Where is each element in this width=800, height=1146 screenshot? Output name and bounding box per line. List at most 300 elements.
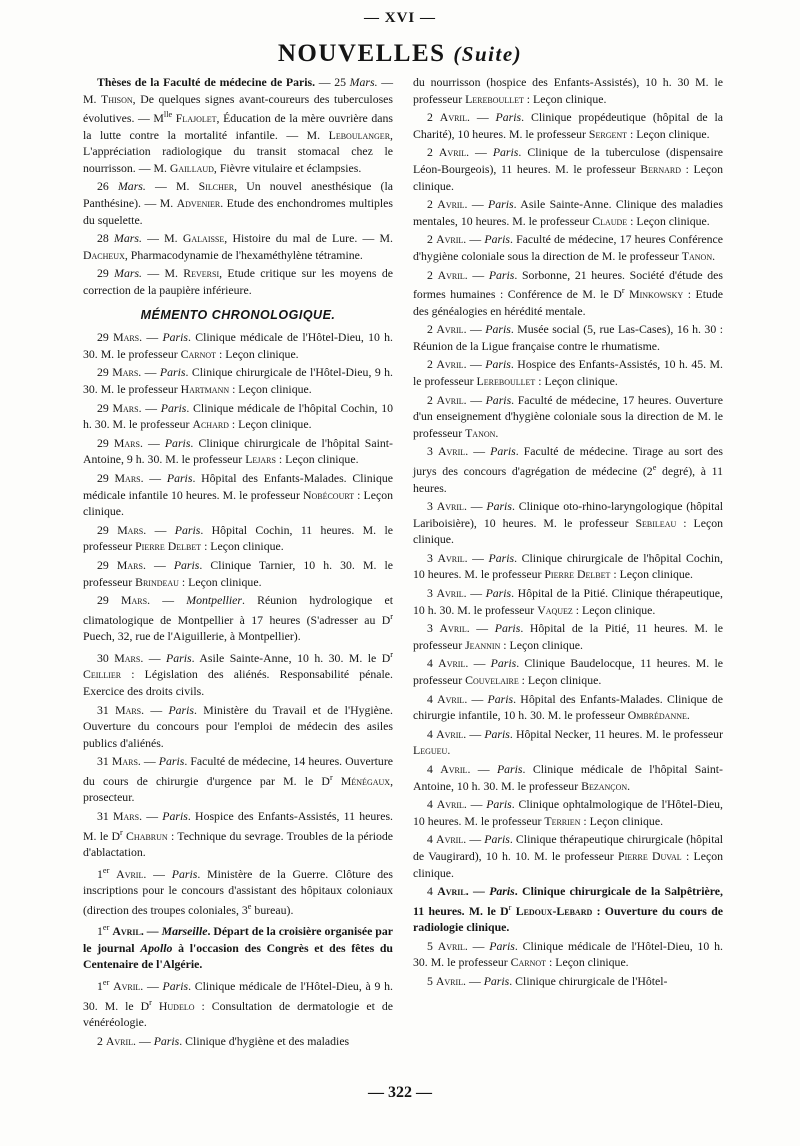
text-run: . Départ de la croisière organisée par le journal xyxy=(83,924,393,955)
text-run: Paris xyxy=(174,522,201,537)
text-run: . Hôpital de la Pitié. Clinique thérapeutique, 10 h. 30. M. le professeur xyxy=(413,586,723,617)
text-run: : Technique du sevrage. Troubles de la période d'ablactation. xyxy=(83,828,394,860)
text-run: 4 xyxy=(427,797,437,812)
text-run: Gaillaud xyxy=(169,160,214,175)
text-run: Minkowsky xyxy=(629,287,684,302)
text-run: Mars xyxy=(113,809,140,824)
text-run: . — xyxy=(138,400,161,415)
paragraph xyxy=(413,498,723,548)
text-run: : Leçon clinique. xyxy=(546,955,629,970)
text-run: . Clinique ophtalmologique de l'Hôtel-Dieu, 10 heures. M. le professeur xyxy=(413,797,723,828)
paragraph xyxy=(83,364,393,397)
text-run: . — xyxy=(147,593,187,608)
paragraph xyxy=(413,761,723,794)
text-run: Paris xyxy=(486,797,512,812)
text-run: Pierre Duval xyxy=(618,848,682,863)
text-run: Couvelaire xyxy=(465,673,519,688)
paragraph xyxy=(83,522,393,555)
text-run: . — xyxy=(463,357,486,372)
text-run: er xyxy=(102,923,110,933)
paragraph xyxy=(83,329,393,362)
text-run: Mars. xyxy=(117,179,146,194)
text-run: . Faculté de médecine, 14 heures. Ouverture du cours de chirurgie d'urgence par M. le D xyxy=(83,754,393,788)
text-run: . Clinique médicale de l'Hôtel-Dieu, à 9 h. 30. M. le D xyxy=(83,978,393,1013)
text-run: Avril xyxy=(436,726,464,741)
text-run: . Hôpital des Enfants-Malades. Clinique médicale infantile 10 heures. M. le professeur xyxy=(83,470,393,502)
text-run: Paris xyxy=(487,691,514,706)
paragraph xyxy=(83,808,393,861)
text-run: 29 xyxy=(97,400,113,415)
text-run: . — xyxy=(140,650,166,665)
text-run: Paris xyxy=(485,322,511,337)
text-run: Galaisse xyxy=(182,231,225,246)
text-run: r xyxy=(390,611,393,621)
text-run: Mars xyxy=(117,522,144,537)
text-run: Achard xyxy=(192,417,229,432)
text-run: e xyxy=(652,462,657,472)
text-run: 2 xyxy=(427,392,437,407)
text-run: r xyxy=(149,997,152,1007)
text-run: : Leçon clinique. xyxy=(627,213,710,228)
text-run: , L'appréciation radiologique du transit stomacal chez le nourrisson. — M. xyxy=(83,127,393,175)
text-run: Avril xyxy=(437,550,465,565)
paragraph xyxy=(413,196,723,229)
right-column xyxy=(413,74,723,992)
text-run: r xyxy=(621,286,625,296)
text-run: . — xyxy=(464,197,489,212)
text-run: : Consultation de dermatologie et de vénéréologie. xyxy=(83,998,393,1030)
text-run: . — xyxy=(139,809,163,824)
text-run: Paris xyxy=(171,866,198,881)
paragraph xyxy=(413,144,723,194)
text-run: Mars xyxy=(112,365,139,380)
paragraph xyxy=(413,796,723,829)
text-run: . Clinique chirurgicale de l'Hôtel- xyxy=(509,974,668,989)
text-run: . — xyxy=(464,938,490,953)
text-run: Avril xyxy=(436,832,464,847)
left-column xyxy=(83,74,393,1051)
text-run: Avril xyxy=(436,232,464,247)
text-run: 26 xyxy=(97,179,118,194)
text-run: Mars xyxy=(115,702,142,717)
paragraph xyxy=(83,178,393,228)
text-run: à l'occasion des Congrès et des fêtes du Centenaire de l'Algérie. xyxy=(83,940,393,972)
text-run: 4 xyxy=(427,691,438,706)
text-run: Ombrédanne xyxy=(627,708,687,723)
text-run: . Hôpital des Enfants-Malades. Clinique de chirurgie infantile, 10 h. 30. M. le professeur xyxy=(413,691,723,723)
text-run: Paris xyxy=(166,470,193,485)
text-run: . — xyxy=(464,267,489,282)
text-run: . — xyxy=(463,726,485,741)
text-run: Paris xyxy=(162,330,189,345)
text-run: Carnot xyxy=(180,346,217,361)
text-run: . Clinique médicale de l'Hôtel-Dieu, 10 h. 30. M. le professeur xyxy=(413,938,723,970)
text-run: : Ouverture du cours de radiologie clinique. xyxy=(413,903,724,935)
text-run: Paris xyxy=(153,1033,180,1048)
text-run: . — xyxy=(463,832,485,847)
text-run: : Leçon clinique. xyxy=(535,374,618,389)
text-run: 2 xyxy=(427,267,438,282)
paragraph xyxy=(83,470,393,520)
paragraph xyxy=(83,265,393,298)
text-run: . Clinique chirurgicale de la Salpêtrière, 11 heures. M. le D xyxy=(413,884,723,918)
text-run: Paris xyxy=(483,974,510,989)
text-run: 4 xyxy=(427,884,438,899)
paragraph xyxy=(83,400,393,433)
page-number-top: — XVI — xyxy=(363,10,436,26)
text-run: . — xyxy=(466,145,493,160)
text-run: . Clinique chirurgicale de l'hôpital Cochin, 10 heures. M. le professeur xyxy=(413,550,723,582)
text-run: 31 xyxy=(97,754,112,769)
text-run: 30 xyxy=(97,650,115,665)
text-run: . — xyxy=(143,866,172,881)
text-run: Mars xyxy=(114,470,141,485)
paragraph xyxy=(413,267,723,320)
text-run: . Faculté de médecine. Tirage au sort des jurys des concours d'agrégation de médecine (2 xyxy=(413,444,723,478)
text-run: : Leçon clinique. xyxy=(228,417,312,432)
text-run: 4 xyxy=(427,726,437,741)
text-run: Paris xyxy=(485,586,512,601)
text-run: Paris xyxy=(492,145,519,160)
text-run: r xyxy=(120,827,123,837)
text-run: 2 xyxy=(427,232,437,247)
paragraph xyxy=(83,592,393,645)
text-run: 29 xyxy=(97,522,118,537)
text-run: Paris xyxy=(485,357,511,372)
text-run: . — xyxy=(137,754,159,769)
text-run: — M. xyxy=(142,266,184,281)
text-run: 3 xyxy=(427,444,438,459)
text-run: . — xyxy=(466,110,496,125)
text-run: Mars xyxy=(114,650,141,665)
text-run: : Etude des généalogies en hérédité mentale. xyxy=(413,287,723,318)
text-run: Claude xyxy=(592,213,628,228)
text-run: . xyxy=(447,743,451,758)
text-run: . Ministère de la Guerre. Clôture des inscriptions pour le concours d'assistant des hôpitaux coloniaux (direction des troupes coloniales, 3 xyxy=(83,866,393,917)
paragraph xyxy=(413,356,723,389)
text-run: : Leçon clinique. xyxy=(523,91,607,106)
text-run: Avril xyxy=(437,884,466,899)
text-run: lle xyxy=(163,110,173,120)
text-run: 2 xyxy=(427,145,439,160)
text-run: . Clinique Tarnier, 10 h. 30. M. le professeur xyxy=(83,557,393,589)
paragraph xyxy=(83,647,393,700)
text-run: Paris xyxy=(494,621,521,636)
text-run: : Leçon clinique. xyxy=(413,161,723,193)
text-run: r xyxy=(390,649,393,659)
text-run: Tanon xyxy=(681,248,713,263)
text-run: Apollo xyxy=(140,940,173,955)
text-run: 29 xyxy=(97,557,117,572)
text-run: . Hôpital Cochin, 11 heures. M. le professeur xyxy=(83,522,393,554)
text-run: . — xyxy=(463,797,487,812)
text-run: Avril xyxy=(436,586,464,601)
text-run: : Leçon clinique. xyxy=(610,567,693,582)
text-run: Mars xyxy=(111,754,138,769)
text-run: Avril xyxy=(440,762,468,776)
text-run: — M. xyxy=(83,75,394,106)
text-run: Paris xyxy=(496,762,523,776)
text-run: . Clinique médicale de l'hôpital Cochin, 10 h. 30. M. le professeur xyxy=(83,400,393,432)
text-run: Reversi xyxy=(183,266,220,281)
text-run: Bernard xyxy=(640,161,681,176)
text-run xyxy=(333,774,341,788)
text-run: Pierre Delbet xyxy=(135,539,202,554)
paragraph xyxy=(83,920,393,973)
text-run: 4 xyxy=(427,832,437,847)
text-run: . Clinique chirurgicale de l'Hôtel-Dieu, 9 h. 30. M. le professeur xyxy=(83,365,393,397)
text-run: 4 xyxy=(427,656,439,671)
text-run: Brindeau xyxy=(135,574,179,589)
paragraph xyxy=(413,831,723,881)
text-run: , Fièvre vitulaire et éclampsies. xyxy=(213,160,362,175)
text-run: Leboulanger xyxy=(328,127,391,142)
text-run: . Faculté de médecine, 17 heures Conférence d'hygiène coloniale sous la direction de M. le professeur xyxy=(413,232,723,263)
text-run: 2 xyxy=(427,357,437,372)
text-run: Paris xyxy=(159,365,186,380)
text-run: — M. xyxy=(141,231,183,246)
text-run: er xyxy=(102,978,110,988)
text-run: : Leçon clinique. xyxy=(627,126,710,141)
text-run: er xyxy=(102,865,110,875)
text-run: . Hospice des Enfants-Assistés, 11 heures. M. le D xyxy=(83,809,394,843)
text-run: . — xyxy=(138,365,160,380)
text-run: Avril xyxy=(436,499,464,514)
text-run: . Clinique propédeutique (hôpital de la Charité), 10 heures. M. le professeur xyxy=(413,110,723,141)
paragraph xyxy=(413,74,723,107)
text-run: 31 xyxy=(97,702,116,717)
text-run: : Leçon clinique. xyxy=(201,539,284,554)
text-run: . Hôpital de la Pitié, 11 heures. M. le professeur xyxy=(413,621,723,652)
text-run: , De quelques signes avant-coureurs des tuberculoses évolutives. — M xyxy=(83,91,394,126)
text-run: . — xyxy=(464,691,488,706)
text-run: Avril xyxy=(436,392,464,407)
paragraph xyxy=(413,726,723,759)
text-run: . Asile Sainte-Anne. Clinique des maladies mentales, 10 heures. M. le professeur xyxy=(413,197,723,228)
text-run: Sergent xyxy=(588,126,628,141)
text-run: . — xyxy=(465,884,490,899)
paragraph xyxy=(413,109,723,142)
text-run: 29 xyxy=(97,365,113,380)
text-run: 29 xyxy=(97,266,115,281)
text-run: : Leçon clinique. xyxy=(83,487,393,519)
text-run: Mars xyxy=(113,435,140,450)
text-run: 3 xyxy=(427,550,438,565)
text-run: . — xyxy=(467,762,497,776)
text-run: 4 xyxy=(427,762,441,776)
text-run: Avril xyxy=(439,110,467,125)
text-run: Avril xyxy=(439,621,467,636)
text-run: : Leçon clinique. xyxy=(178,574,262,589)
paragraph xyxy=(413,585,723,618)
text-run: Avril xyxy=(113,978,141,993)
text-run: . Faculté de médecine, 17 heures. Ouverture d'un enseignement d'hygiène coloniale sous la direction de M. le professeur xyxy=(413,392,723,440)
text-run: 2 xyxy=(427,110,440,125)
text-run: Avril xyxy=(437,197,465,212)
text-run: . — xyxy=(143,522,175,537)
text-run: Paris xyxy=(168,702,195,717)
paragraph xyxy=(413,550,723,583)
text-run: Marseille xyxy=(161,924,208,939)
paragraph xyxy=(83,863,393,919)
text-run: 29 xyxy=(97,330,114,345)
text-run: Nobécourt xyxy=(302,487,355,502)
text-run: . — xyxy=(139,330,163,345)
text-run: Paris xyxy=(173,557,200,572)
text-run: Legueu xyxy=(413,743,448,758)
text-run: , Un nouvel anesthésique (la Panthésine). — M. xyxy=(83,179,393,211)
text-run: Avril xyxy=(438,444,466,459)
text-run: Avril xyxy=(116,866,144,881)
text-run: : Leçon clinique. xyxy=(518,673,602,688)
text-run: . Etude des enchondromes multiples du squelette. xyxy=(83,196,393,227)
text-run: Carnot xyxy=(510,955,547,970)
paragraph xyxy=(413,231,723,264)
text-run: Hartmann xyxy=(180,382,230,397)
text-run: — M. xyxy=(145,179,199,194)
text-run: Paris xyxy=(484,832,510,847)
text-run: . Clinique médicale de l'hôpital Saint-Antoine, 10 h. 30. M. le professeur xyxy=(413,762,723,793)
text-run: . — xyxy=(463,232,485,247)
text-run: . — xyxy=(140,924,162,939)
text-run: , Pharmacodynamie de l'hexaméthylène tétramine. xyxy=(124,247,363,262)
text-run: Lereboullet xyxy=(465,91,524,106)
text-run: . — xyxy=(465,444,491,459)
text-run: . — xyxy=(141,702,169,717)
text-run: Paris xyxy=(486,499,512,514)
text-run: . — xyxy=(463,499,487,514)
text-run: 5 xyxy=(427,938,438,953)
text-run: r xyxy=(329,772,333,782)
text-run: 1 xyxy=(97,866,103,881)
text-run: Avril xyxy=(105,1033,134,1048)
paragraph xyxy=(83,975,393,1031)
text-run: Paris xyxy=(166,650,192,665)
text-run: Paris xyxy=(484,232,510,247)
text-run: : Leçon clinique. xyxy=(580,813,664,828)
text-run: . — xyxy=(139,435,165,450)
paragraph xyxy=(83,753,393,806)
text-run: Ceillier xyxy=(83,667,122,682)
text-run: 2 xyxy=(427,322,437,337)
text-run: Ledoux-Lebard xyxy=(515,903,593,918)
text-run: Thèses de la Faculté de médecine de Paris. xyxy=(97,75,316,89)
text-run: Avril xyxy=(437,691,465,706)
text-run: : Leçon clinique. xyxy=(229,382,312,397)
paragraph xyxy=(83,230,393,263)
text-run: . — xyxy=(465,656,491,671)
text-run: Mars xyxy=(121,593,148,608)
text-run: : Leçon clinique. xyxy=(500,637,583,652)
page-number-bottom: — 322 — xyxy=(368,1084,432,1101)
text-run: . — xyxy=(142,557,174,572)
text-run: Avril xyxy=(436,797,464,812)
text-run: Puech, 32, rue de l'Aiguillerie, à Montpellier). xyxy=(83,629,301,644)
text-run: e xyxy=(247,901,252,911)
text-run: . Réunion hydrologique et climatologique de Montpellier à 17 heures (S'adresser au D xyxy=(83,593,393,627)
text-run: , Éducation de la mère ouvrière dans la lutte contre la mortalité infantile. — M. xyxy=(83,111,393,142)
text-run: Paris xyxy=(488,197,514,212)
text-run: Mars xyxy=(112,400,139,415)
text-run: : Législation des aliénés. Responsabilité pénale. Exercice des droits civils. xyxy=(83,667,393,698)
text-run: Mars. xyxy=(114,231,142,246)
text-run: Paris xyxy=(489,884,515,899)
text-run: . Clinique thérapeutique chirurgicale (hôpital de Vaugirard), 10 h. 10. M. le professeur xyxy=(413,832,723,863)
text-run: Paris xyxy=(489,938,515,953)
text-run: — 25 xyxy=(315,75,350,89)
text-run: Avril xyxy=(437,938,465,953)
text-run: Mars. xyxy=(114,266,142,281)
text-run: Avril xyxy=(438,656,466,671)
text-run: Avril xyxy=(437,267,465,282)
paragraph xyxy=(413,973,723,990)
text-run: . Clinique de la tuberculose (dispensaire Léon-Bourgeois), 11 heures. M. le professeur xyxy=(413,145,723,176)
section-heading: MÉMENTO CHRONOLOGIQUE. xyxy=(140,307,336,322)
text-run: : Leçon clinique. xyxy=(572,602,656,617)
text-run: Paris xyxy=(484,726,510,741)
text-run: 1 xyxy=(97,978,103,993)
text-run: Sebileau xyxy=(635,515,677,530)
text-run: Paris xyxy=(162,809,188,824)
text-run: . — xyxy=(463,322,486,337)
text-run: Avril xyxy=(436,357,464,372)
text-run: . — xyxy=(466,621,495,636)
paragraph xyxy=(83,74,393,176)
text-run: . — xyxy=(463,586,486,601)
text-run: . — xyxy=(133,1033,154,1048)
paragraph xyxy=(83,557,393,590)
text-run: . xyxy=(627,778,631,793)
text-run: Paris xyxy=(488,267,515,282)
text-run: Vaquez xyxy=(537,602,573,617)
text-run: . Clinique d'hygiène et des maladies xyxy=(179,1033,350,1048)
text-run: degré), à 11 heures. xyxy=(413,463,723,495)
text-run: Mars xyxy=(116,557,143,572)
text-run: 5 xyxy=(427,974,436,989)
text-run: Bezançon xyxy=(581,778,628,793)
text-run: Paris xyxy=(495,110,522,125)
text-run: Montpellier xyxy=(186,593,242,608)
paragraph xyxy=(413,691,723,724)
page-title xyxy=(0,40,800,68)
text-run: . Ministère du Travail et de l'Hygiène. Ouverture du concours pour l'emploi de médecin des asiles publics d'aliénés. xyxy=(83,702,393,750)
text-run: Lereboullet xyxy=(476,374,536,389)
text-run: r xyxy=(508,902,512,912)
text-run: Terrien xyxy=(544,813,581,828)
text-run: 2 xyxy=(97,1033,106,1048)
text-run: . xyxy=(686,708,690,723)
text-run: 3 xyxy=(427,621,440,636)
paragraph xyxy=(83,702,393,752)
text-run: Advenier xyxy=(176,196,221,211)
paragraph xyxy=(413,620,723,653)
text-run: Paris xyxy=(488,550,515,565)
text-run: du nourrisson (hospice des Enfants-Assistés), 10 h. 30 M. le professeur xyxy=(413,75,723,106)
text-run: . Clinique oto-rhino-laryngologique (hôpital Lariboisière), 10 heures. M. le professeur xyxy=(413,499,723,530)
text-run: Avril xyxy=(436,322,464,337)
text-run: 1 xyxy=(97,924,103,939)
text-run: bureau). xyxy=(251,902,294,917)
text-run xyxy=(152,999,159,1013)
text-run: 28 xyxy=(97,231,115,246)
text-run: Mars. xyxy=(349,75,378,89)
text-run: . Sorbonne, 21 heures. Société d'étude des formes humaines : Conférence de M. le D xyxy=(413,267,723,302)
text-run: . Hôpital Necker, 11 heures. M. le professeur xyxy=(509,726,723,741)
text-run: Paris xyxy=(164,435,191,450)
text-run: 2 xyxy=(427,197,438,212)
text-run: Avril xyxy=(435,974,464,989)
text-run: , Etude critique sur les moyens de correction de la paupière inférieure. xyxy=(83,266,393,298)
